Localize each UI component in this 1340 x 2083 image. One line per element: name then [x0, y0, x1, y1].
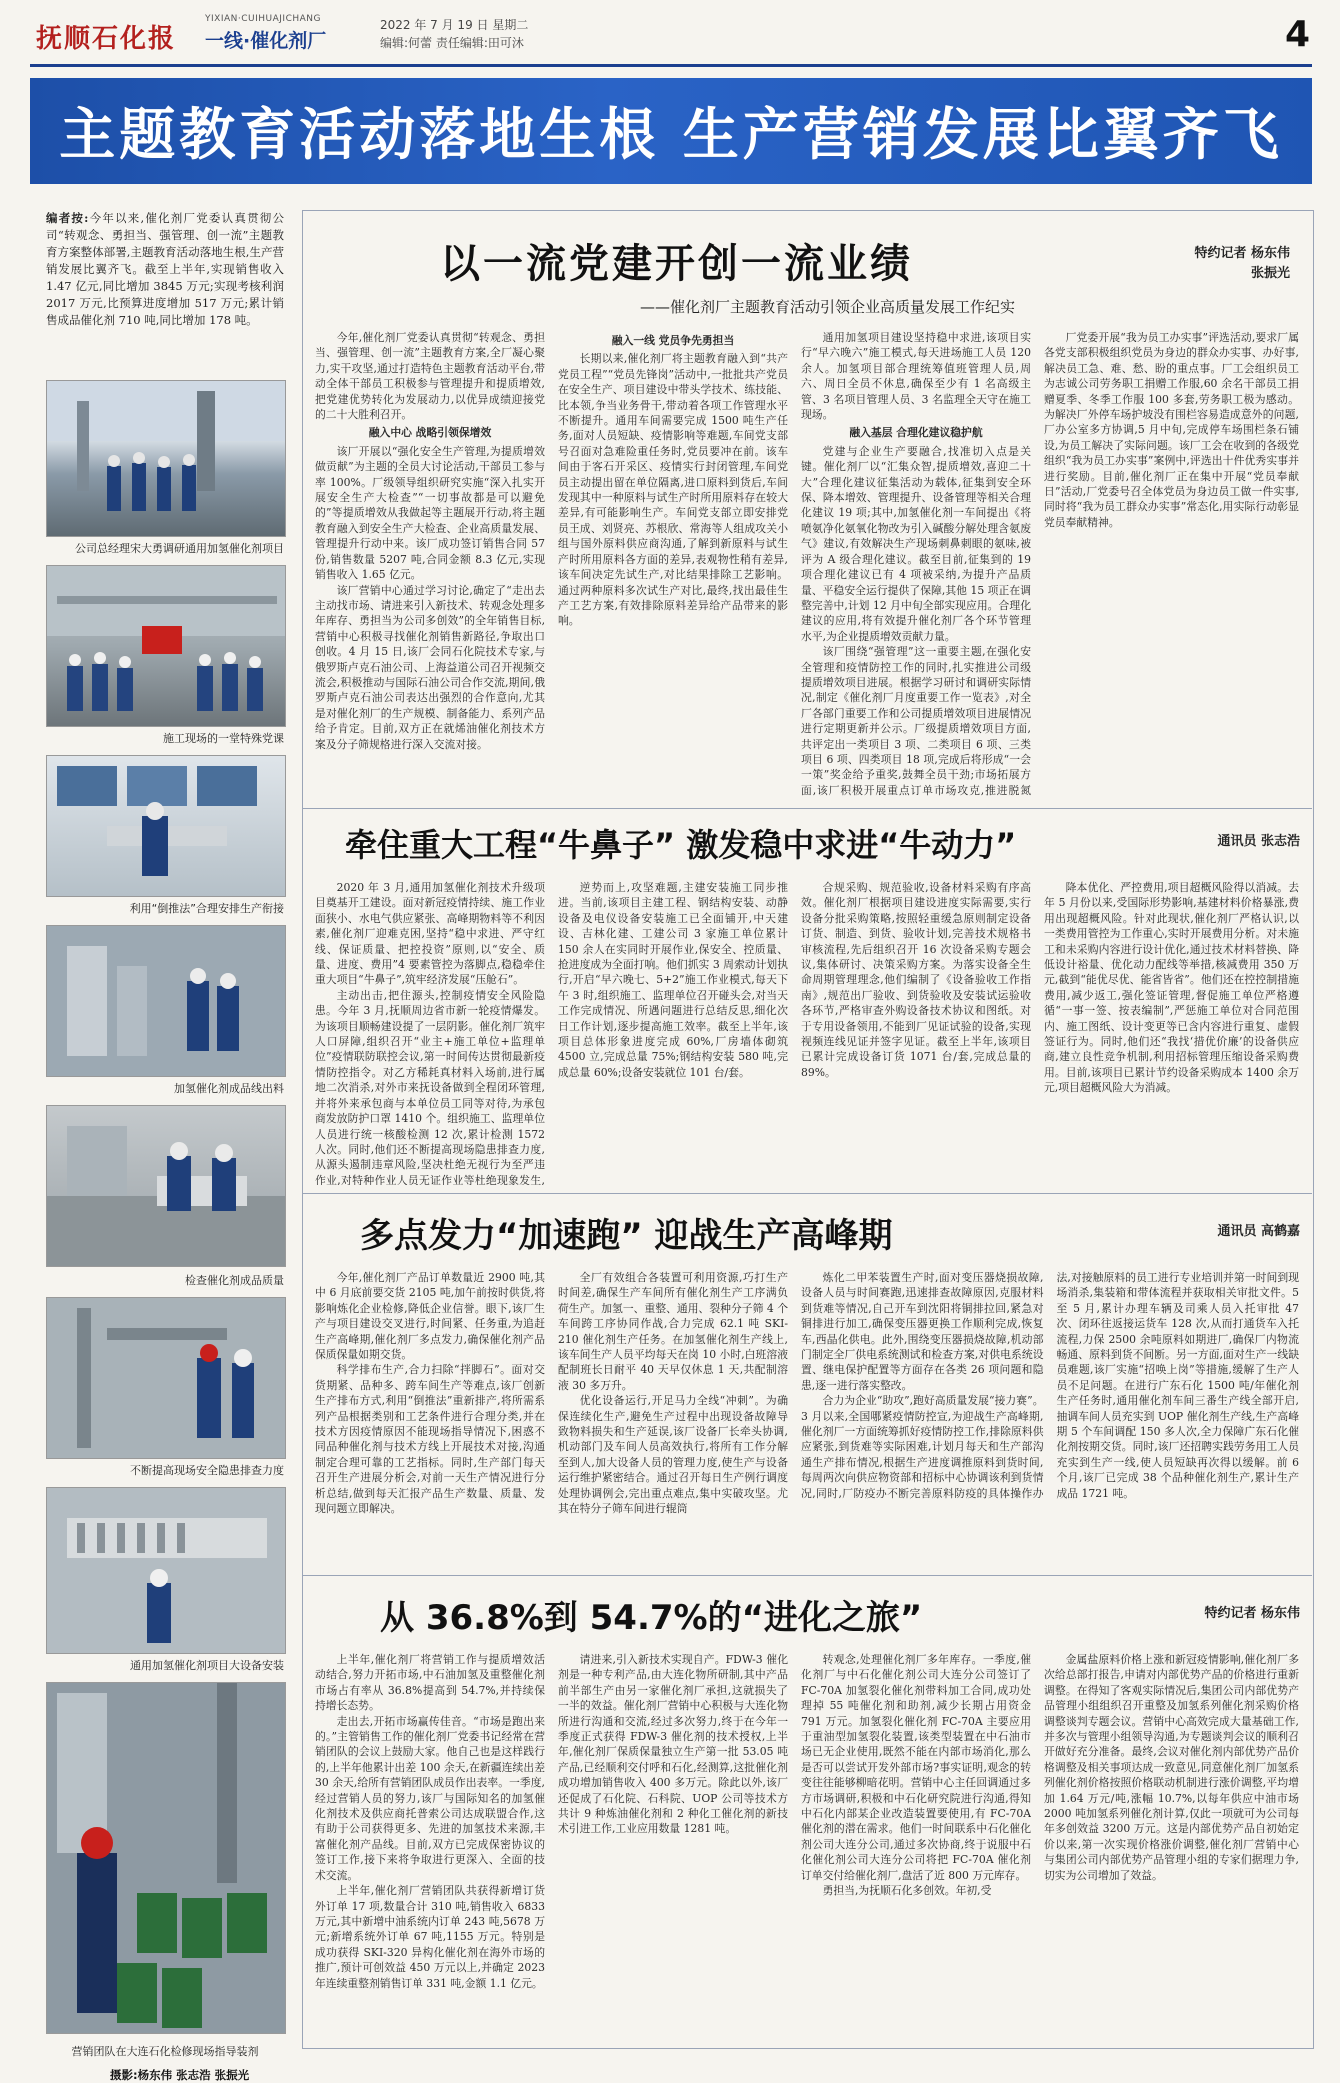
section-pinyin: YIXIAN·CUIHUAJICHANG	[205, 14, 321, 24]
article-column	[801, 880, 1031, 1185]
article-column	[558, 1652, 788, 2040]
byline-line: 张振光	[1250, 266, 1290, 281]
paragraph: 该厂营销中心通过学习讨论,确定了“走出去主动找市场、请进来引入新技术、转观念处理多年库存、勇担当为公司多创效”的全年销售目标,营销中心积极寻找催化剂销售新路径,争取出口创收。4 月 15 日,该厂会同石化院技术专家,与俄罗斯卢克石油公司、上海益道公司召开视频交流会,积极推动与国际石油公司合作交流,期间,俄罗斯卢克石油公司表达出强烈的合作意向,尤其是对催化剂厂的生产规模、制备能力、系列产品给予肯定。目前,双方正在就烯油催化剂技术方案及分子筛规格进行深入交流对接。	[315, 583, 545, 751]
article-divider	[302, 1575, 1312, 1576]
paragraph: 厂党委开展“我为员工办实事”评选活动,要求厂属各党支部积极组织党员为身边的群众办实事、办好事,解决员工急、难、愁、盼的重点事。厂工会组织员工为志诚公司劳务职工捐赠工作服,60 余名干部员工捐赠夏季、冬季工作服 100 多套,劳务职工极为感动。为解决厂外停车场护坡没有围栏容易造成意外的问题,厂办公室多方协调,5 月中旬,完成停车场围栏条石铺设,为员工解决了实际问题。该厂工会在收到的各级党组织“我为员工办实事”案例中,评选出十件优秀实事并进行奖励。目前,催化剂厂正在集中开展“党员奉献日”活动,厂党委号召全体党员为身边员工做一件实事,同时将“我为员工群众办实事”常态化,用实际行动彰显党员奉献精神。	[1044, 331, 1299, 529]
newspaper-logo: 抚顺石化报	[36, 24, 177, 54]
article-divider	[302, 1193, 1312, 1194]
article-column	[801, 1652, 1031, 2040]
article-byline: 通讯员 高鹤嘉	[1217, 1224, 1300, 1239]
masthead-rule	[30, 64, 1312, 67]
paragraph: 金属盐原料价格上涨和新冠疫情影响,催化剂厂多次给总部打报告,申请对内部优势产品的价格进行重新调整。在得知了客观实际情况后,集团公司内部优势产品管理小组组织召开重整及加氢系列催化剂采购价格调整谈判专题会议。营销中心高效完成大量基础工作,并多次与管理小组领导沟通,为专题谈判会议的顺利召开做好充分准备。最终,会议对催化剂内部优势产品价格调整及相关事项达成一致意见,同意催化剂厂加氢系列催化剂价格按照价格联动机制进行涨价调整,平均增加 1.64 万元/吨,涨幅 10.7%,以每年供应中油市场 2000 吨加氢系列催化剂计算,仅此一项就可为公司每年多创效益 3200 万元。这是内部优势产品自初始定价以来,第一次实现价格涨价调整,催化剂厂营销中心与集团公司内部优势产品管理小组的专家们据理力争,切实为公司增加了效益。	[1044, 1653, 1299, 1882]
paragraph: 勇担当,为抚顺石化多创效。年初,受	[822, 1884, 992, 1898]
paragraph: 主动出击,把住源头,控制疫情安全风险隐患。今年 3 月,抚顺周边省市新一轮疫情爆发。为该项目顺畅建设提了一层阴影。催化剂厂筑牢人口屏障,组织召开“业主+施工单位+监理单位”疫情联防联控会议,第一时间传达贯彻最新疫情防控指令。对乙方稀耗真材料入场前,进行属地二次消杀,对外市来抚设备做到全程闭环管理,并将外来承包商与本单位员工同等对待,为承包商发放防护口罩 1410 个。组织施工、监理单位人员进行统一核酸检测 12 次,累计检测 1572 人次。同时,他们还不断提高现场隐患排查力度,从源头遏制违章风险,坚决杜绝无视行为至严违作业,对特种作业人员无证作业等杜绝现象发生,	[315, 988, 545, 1185]
editor-note	[46, 210, 284, 329]
article-column	[801, 1270, 1299, 1567]
article-column	[315, 330, 545, 798]
photo-finished-line	[46, 925, 286, 1077]
article-headline: 从 36.8%到 54.7%的“进化之旅”	[380, 1598, 923, 1638]
paragraph: 逆势而上,攻坚难题,主建安装施工同步推进。当前,该项目主建工程、钢结构安装、动静设备及电仪设备安装施工已全面铺开,中天建设、吉林化建、工建公司 3 家施工单位累计 150 余人在实同时开展作业,保安全、控质量、抢进度成为全面打响。他们抓实 3 周索动计划执行,开启“早六晚七、5+2”施工作业模式,每天下午 3 时,组织施工、监理单位召开碰头会,对当天工作完成情况、所遇问题进行总结反思,细化次日工作计划,逐步提高施工效率。截至上半年,该项目总体形象进度完成 60%,厂房墙体砌筑 4500 立,完成总量 75%;钢结构安装 580 吨,完成总量 60%;设备安装就位 101 台/套。	[558, 881, 788, 1079]
editor-note-text: 今年以来,催化剂厂党委认真贯彻公司“转观念、勇担当、强管理、创一流”主题教育方案整体部署,主题教育活动落地生根,生产营销发展比翼齐飞。截至上半年,实现销售收入 1.47 亿元,同比增加 3845 万元;实现考核利润 2017 万元,比预算进度增加 517 万元;累计销售成品催化剂 710 吨,同比增加 178 吨。	[46, 211, 285, 327]
article-column	[558, 1270, 788, 1567]
article-column	[315, 1270, 545, 1567]
article-headline: 多点发力“加速跑” 迎战生产高峰期	[360, 1216, 893, 1256]
photo-equipment-install	[46, 1487, 286, 1654]
paragraph: 该厂开展以“强化安全生产管理,为提质增效做贡献”为主题的全员大讨论活动,干部员工参与率 100%。厂级领导组织研究实施“深入扎实开展安全生产大检查”“一切事故都是可以避免的”等提质增效从我做起等主题展开行动,将主题教育融入到安全生产大检查、企业高质量发展、管理提升行动中来。该厂成功签订销售合同 57 份,销售数量 5207 吨,合同金额 8.3 亿元,实现销售收入 1.65 亿元。	[315, 444, 545, 582]
article-column	[1044, 330, 1299, 798]
photo-caption: 利用“倒推法”合理安排生产衔接	[129, 902, 284, 915]
section-title: 一线·催化剂厂	[205, 30, 327, 52]
paragraph: 上半年,催化剂厂将营销工作与提质增效活动结合,努力开拓市场,中石油加氢及重整催化剂市场占有率从 36.8%提高到 54.7%,并持续保持增长态势。	[315, 1653, 545, 1713]
article-column	[801, 330, 1031, 798]
article-byline: 通讯员 张志浩	[1217, 834, 1300, 849]
photo-caption: 通用加氢催化剂项目大设备安装	[130, 1659, 284, 1672]
paragraph: 今年,催化剂厂产品订单数量近 2900 吨,其中 6 月底前要交货 2105 吨,加午前按时供货,将影响炼化企业检修,降低企业信誉。眼下,该厂生产与项目建设交叉进行,时间紧、任务重,为追赶生产高峰期,催化剂厂多点发力,确保催化剂产品保质保量如期交货。	[315, 1271, 545, 1362]
paragraph: 通用加氢项目建设坚持稳中求进,该项目实行“早六晚六”施工模式,每天进场施工人员 120 余人。加氢项目部合理统筹值班管理人员,周六、周日全员不休息,确保至少有 1 名高级主管、3 名项目管理人员、3 名监理全天守在施工现场。	[801, 331, 1031, 422]
paragraph: 走出去,开拓市场赢传佳音。“市场是跑出来的。”主管销售工作的催化剂厂党委书记经常在营销团队的会议上鼓励大家。他自己也是这样践行的,上半年他累计出差 100 余天,在新疆连续出差 30 余天,给所有营销团队成员作出表率。一季度,经过营销人员的努力,该厂与国际知名的加氢催化剂技术及供应商托普索公司达成联盟合作,这有助于公司获得更多、先进的加氢技术来源,丰富催化剂产品线。目前,双方已完成保密协议的签订工作,接下来将争取进行更深入、全面的技术交流。	[315, 1714, 545, 1882]
paragraph: 炼化二甲苯装置生产时,面对变压器烧损故障,设备人员与时间赛跑,迅速排查故障原因,克服材料到货难等情况,自己开车到沈阳将铜排拉回,紧急对铜排进行加工,确保变压器更换工作顺利完成,恢复车,西晶化供电。此外,围绕变压器损烧故障,机动部门制定全厂供电系统测试和检查方案,对供电系统设置、继电保护配置等方面存在各类 26 项问题和隐患,逐一进行落实整改。	[801, 1271, 1044, 1392]
paragraph: 合规采购、规范验收,设备材料采购有序高效。催化剂厂根据项目建设进度实际需要,实行设备分批采购策略,按照轻重缓急原则制定设备订货、制造、到货、验收计划,完善技术规格书审核流程,先后组织召开 16 次设备采购专题会议,集体研讨、决策采购方案。为落实设备全生命周期管理理念,他们编制了《设备验收工作指南》,规范出厂验收、到货验收及安装试运验收各环节,严格审查外购设备技术协议和图纸。对于专用设备领用,不能到厂见证试验的设备,实现视频连线见证并签字见证。截至上半年,该项目已累计完成设备订货 1071 台/套,完成总量的 89%。	[801, 881, 1031, 1079]
photo-safety-check	[46, 1297, 286, 1459]
byline-line: 特约记者 杨东伟	[1194, 246, 1290, 261]
paragraph: 上半年,催化剂厂营销团队共获得新增订货外订单 17 项,数量合计 310 吨,销售收入 6833 万元,其中新增中油系统内订单 243 吨,5678 万元;新增系统外订单 67 吨,1155 万元。特别是成功获得 SKI-320 异构化催化剂在海外市场的推广,预计可创效益 450 万元以上,并确定 2023 年连续重整剂销售订单 331 吨,金额 1.1 亿元。	[315, 1884, 545, 1990]
article-column	[315, 1652, 545, 2040]
section-heading: 融入一线 党员争先勇担当	[611, 334, 735, 347]
article-byline: 特约记者 杨东伟	[1204, 1606, 1300, 1621]
paragraph: 降本优化、严控费用,项目超概风险得以消减。去年 5 月份以来,受国际形势影响,基建材料价格暴涨,费用出现超概风险。针对此现状,催化剂厂严格认识,以一类费用管控为工作重心,实时开展费用分析。对未施工和未采购内容进行设计优化,通过技术材料替换、降低设计裕量、优化动力配线等举措,核减费用 350 万元,截到“能优尽优、能省皆省”。他们还在控控制措施费用,减少返工,强化签证管理,督促施工单位严格遵循“一事一签、按表编制”,严惩施工单位对合同范围内、施工图纸、设计变更等已含内容进行重复、虚假签证行为。同时,他们还“我找‘措优价廉’的设备供应商,建立良性竞争机制,利用招标管理压缩设备采购费用。目前,该项目已累计节约设备采购成本 1400 余万元,项目超概风险大为消减。	[1044, 881, 1299, 1095]
section-heading: 融入中心 战略引领保增效	[368, 426, 492, 440]
article-column	[1044, 880, 1299, 1185]
issue-date: 2022 年 7 月 19 日 星期二	[380, 18, 529, 32]
photo-caption: 施工现场的一堂特殊党课	[163, 732, 284, 745]
paragraph: 转观念,处理催化剂厂多年库存。一季度,催化剂厂与中石化催化剂公司大连分公司签订了 FC-70A 加氢裂化催化剂带料加工合同,成功处理掉 55 吨催化剂和助剂,减少长期占用资金 791 万元。加氢裂化催化剂 FC-70A 主要应用于重油型加氢裂化装置,该类型装置在中石油市场已无企业使用,既然不能在内部市场消化,那么是否可以尝试开发外部市场?事实证明,观念的转变往往能够柳暗花明。营销中心主任回调通过多方市场调研,积极和中石化研究院进行沟通,得知中石化内部某企业改造装置要使用,有 FC-70A 催化剂的潜在需求。他们一时间联系中石化催化剂公司大连分公司,通过多次协商,终于说服中石化催化剂公司大连分公司将把 FC-70A 催化剂订单交付给催化剂厂,盘活了近 800 万元库存。	[801, 1653, 1031, 1882]
banner-headline: 主题教育活动落地生根 生产营销发展比翼齐飞	[59, 103, 1283, 168]
photo-caption: 检查催化剂成品质量	[185, 1274, 284, 1287]
editor-note-label: 编者按:	[46, 211, 89, 225]
section-heading: 融入基层 合理化建议稳护航	[849, 426, 983, 440]
page-number: 4	[1285, 14, 1311, 55]
paragraph: 优化设备运行,开足马力全线“冲刺”。为确保连续化生产,避免生产过程中出现设备故障导致物料损失和生产延误,该厂设备厂长牵头协调,机动部门及车间人员高效执行,将所有工作分解至到人,加大设备人员的管理力度,使生产与设备运行维护紧密结合。通过召开每日生产例行调度处理协调例会,完出重点难点,集中实破攻坚。尤其在特分子筛车间进行辊筒	[558, 1394, 788, 1516]
section-block	[205, 14, 360, 53]
photo-production-planning	[46, 755, 286, 897]
article-byline	[1160, 244, 1290, 284]
photo-sales-team	[46, 1682, 286, 2034]
paragraph: 请进来,引入新技术实现自产。FDW-3 催化剂是一种专利产品,由大连化物所研制,其中产品前半部生产由另一家催化剂厂承担,这就损失了一半的效益。催化剂厂营销中心积极与大连化物所进行沟通和交流,经过多次努力,终于在今年一季度正式获得 FDW-3 催化剂的技术授权,上半年,催化剂厂保质保量独立生产第一批 53.05 吨产品,已经顺利交付呼和石化,经测算,这批催化剂成功增加销售收入 400 多万元。除此以外,该厂还促成了石化院、石科院、UOP 公司等技术方共计 9 种炼油催化剂和 2 种化工催化剂的新技术引进工作,工业应用数量 1281 吨。	[558, 1653, 788, 1836]
photo-quality-check	[46, 1105, 286, 1267]
article-column	[315, 880, 545, 1185]
photo-caption: 公司总经理宋大勇调研通用加氢催化剂项目	[75, 542, 284, 555]
paragraph: 今年,催化剂厂党委认真贯彻“转观念、勇担当、强管理、创一流”主题教育方案,全厂凝心聚力,实干攻坚,通过打造特色主题教育活动平台,带动全体干部员工积极参与管理提升和提质增效,把党建优势转化为发展动力,以优异成绩迎接党的二十大胜利召开。	[315, 331, 545, 422]
paragraph: 该厂围绕“强管理”这一重要主题,在强化安全管理和疫情防控工作的同时,扎实推进公司级提质增效项目进展。根据学习研讨和调研实际情况,制定《催化剂厂月度重要工作一览表》,对全厂各部门重要工作和公司提质增效项目进展情况进行定期更新并公示。厂级提质增效项目方面,共评定出一类项目 3 项、二类项目 6 项、三类项目 6 项、四类项目 18 项,完成后将形成“一会一策”奖金给予重奖,鼓舞全员干劲;市场拓展方面,该厂积极开展重点订单市场攻克,推进脱氮	[801, 645, 1031, 797]
paragraph: 2020 年 3 月,通用加氢催化剂技术升级项目奠基开工建设。面对新冠疫情持续、施工作业面狭小、水电气供应紧张、高峰期物料等不利因素,催化剂厂迎难克困,坚持“稳中求进、严守红线、保证质量、把控投资”原则,以“安全、质量、进度、费用”4 要素管控为落脚点,稳稳牵住重大项目“牛鼻子”,筑牢经济发展“压舱石”。	[315, 881, 545, 987]
paragraph: 长期以来,催化剂厂将主题教育融入到“共产党员工程”“党员先锋岗”活动中,一批批共产党员在安全生产、项目建设中带头学技术、练技能、比本领,争当业务骨干,带动着各项工作管理水平不断提升。通用车间需要完成 1500 吨生产任务,面对人员短缺、疫情影响等难题,车间党支部号召面对急难险重任务时,党员要冲在前。该车间由于客石开采区、疫情实行封闭管理,车间党员主动提出留在单位隔离,进口原料到货后,车间发现其中一种原料与试生产时所用原料存在较大差异,有可能影响生产。车间党支部立即安排党员王成、刘贤亮、苏根欣、常海等人组成攻关小组与国外原料供应商沟通,了解到新原料与试生产时所用原料各方面的差异,表观物性稍有差异,该车间决定先试生产,对比结果排除工艺影响。通过两种原料多次试生产对比,最终,找出最佳生产工艺方案,有效排除原料差异给产品带来的影响。	[558, 352, 788, 628]
issue-editors: 编辑:何蕾 责任编辑:田可沐	[380, 36, 524, 50]
photo-project-inspection	[46, 380, 286, 537]
article-divider	[302, 808, 1312, 809]
article-column	[1044, 1652, 1299, 2040]
photo-caption: 加氢催化剂成品线出料	[174, 1082, 284, 1095]
article-headline: 牵住重大工程“牛鼻子” 激发稳中求进“牛动力”	[345, 826, 1017, 864]
paragraph: 合力为企业“助攻”,跑好高质量发展“接力赛”。3 月以来,全国哪紧疫情防控宣,为迎战生产高峰期,催化剂厂一方面统筹抓好疫情防控工作,排除原料供应紧张,到货难等实际困难,计划月每天和生产部沟通生产排布情况,根据生产进度调推原料到货时间,每周两次向供应物资部和招标中心协调该利到货情况,同时,厂防疫办不断完善原料防疫的具体操作办法,对接触原料的员工进行专业培训并第一时间到现场消杀,集装箱和带体流程并获取相关审批文件。5 至 5 月,累计办理车辆及司乘人员入托审批 47 次、闭环往返接运货车 128 次,从而打通货车入托流程,力保 2500 余吨原料如期进厂,确保厂内物流畅通、原料到货不间断。另一方面,面对生产一线缺员难题,该厂实施“招唤上岗”等措施,缓解了生产人员不足问题。在进行广东石化 1500 吨/年催化剂生产任务时,通用催化剂车间三番生产线全部开启,抽调车间人员充实到 UOP 催化剂生产线,生产高峰期 5 个车间调配 150 多人次,全力保障广东石化催化剂按期交货。同时,该厂还招聘实践劳务用工人员充实到生产一线,使人员短缺再次得以缓解。前 6 个月,该厂已完成 38 个品种催化剂生产,累计生产成品 1721 吨。	[801, 1271, 1299, 1500]
photo-caption: 营销团队在大连石化检修现场指导装剂	[71, 2045, 259, 2058]
paragraph: 党建与企业生产要融合,找准切入点是关键。催化剂厂以“汇集众智,提质增效,喜迎二十大”合理化建议征集活动为载体,征集到安全环保、降本增效、管理提升、设备管理等相关合理化建议 19 项;其中,加氢催化剂一车间提出《将喷氨净化氨氧化物改为引入碱酸分解处理含氨废气》建议,有效解决生产现场刺鼻刺眼的氨味,被评为 A 级合理化建议。截至目前,征集到的 19 项合理化建议已有 4 项被采纳,为提升产品质量、平稳安全运行提供了保障,其他 15 项正在调整完善中,计划 12 月中旬全部实现应用。合理化建议的应用,将有效提升催化剂厂各个环节管理水平,为企业提质增效贡献力量。	[801, 444, 1031, 643]
photo-party-lesson	[46, 565, 286, 727]
article-subtitle: ——催化剂厂主题教育活动引领企业高质量发展工作纪实	[640, 298, 1016, 316]
article-column	[558, 330, 788, 798]
paragraph: 全厂有效组合各装置可利用资源,巧打生产时间差,确保生产车间所有催化剂生产工序满负荷生产。加氢一、重整、通用、裂种分子筛 4 个车间跨工序协同作战,合力完成 62.1 吨 SKI-210 催化剂生产任务。在加氢催化剂生产线上,该车间生产人员平均每天在岗 10 小时,白班溶液配制班长日耐平 40 天早仅休息 1 天,共配制溶液 30 多万升。	[558, 1271, 788, 1392]
photo-credit: 摄影:杨东伟 张志浩 张振光	[110, 2068, 250, 2082]
article-column	[558, 880, 788, 1185]
paragraph: 科学排布生产,合力扫除“拌脚石”。面对交货期紧、品种多、跨车间生产等难点,该厂创新生产排布方式,利用“倒推法”重新排产,将所需系列产品根据类别和工艺条件进行合理分类,并在技术方因疫情原因不能现场指导情况下,困惑不同品种催化剂与技术方线上开展技术对接,沟通制定合理可靠的工艺指标。同时,生产部门每天召开生产进展分析会,对前一天生产情况进行分析总结,做到每天汇报产品生产数量、质量、发现问题立即解决。	[315, 1363, 545, 1516]
article-headline: 以一流党建开创一流业绩	[440, 241, 913, 287]
issue-info	[380, 16, 528, 52]
photo-caption: 不断提高现场安全隐患排查力度	[130, 1464, 284, 1477]
